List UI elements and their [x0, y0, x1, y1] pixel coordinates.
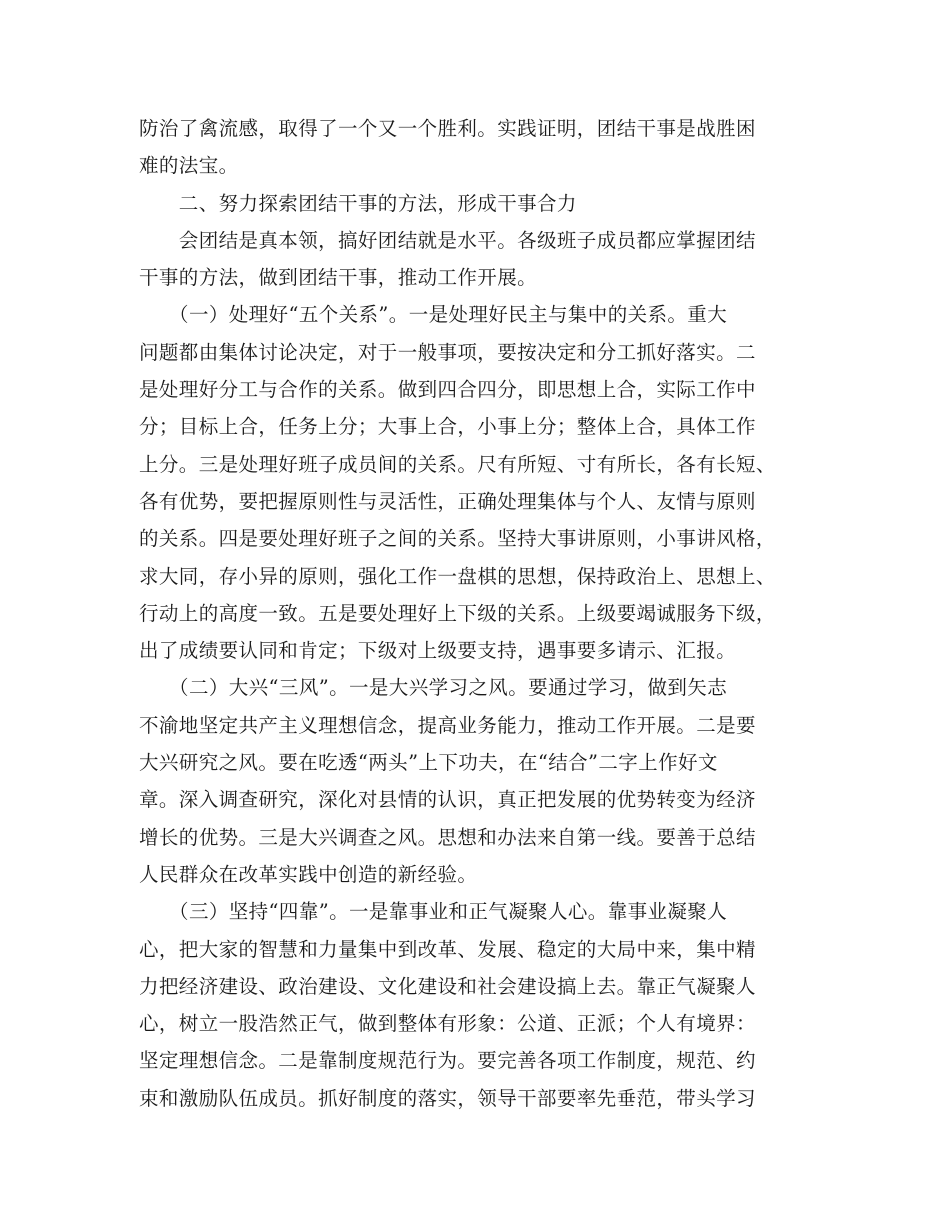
- text-line: 坚定理想信念。二是靠制度规范行为。要完善各项工作制度，规范、约: [139, 1049, 756, 1073]
- text-line: 心，树立一股浩然正气，做到整体有形象：公道、正派；个人有境界：: [139, 1012, 756, 1036]
- text-line: 出了成绩要认同和肯定；下级对上级要支持，遇事要多请示、汇报。: [139, 639, 737, 663]
- text-line: 心，把大家的智慧和力量集中到改革、发展、稳定的大局中来，集中精: [139, 937, 756, 961]
- text-line: 求大同，存小异的原则，强化工作一盘棋的思想，保持政治上、思想上、: [139, 564, 776, 588]
- text-line: 大兴研究之风。要在吃透“两头”上下功夫，在“结合”二字上作好文: [139, 751, 718, 775]
- document-body: [139, 110, 829, 1117]
- text-line: 束和激励队伍成员。抓好制度的落实，领导干部要率先垂范，带头学习: [139, 1086, 756, 1110]
- text-line: 力把经济建设、政治建设、文化建设和社会建设搞上去。靠正气凝聚人: [139, 974, 756, 998]
- text-line: 各有优势，要把握原则性与灵活性，正确处理集体与个人、友情与原则: [139, 489, 756, 513]
- text-line: 人民群众在改革实践中创造的新经验。: [139, 862, 478, 886]
- text-line: 防治了禽流感，取得了一个又一个胜利。实践证明，团结干事是战胜困: [139, 117, 756, 140]
- text-line: （二）大兴“三风”。一是大兴学习之风。要通过学习，做到矢志: [139, 676, 728, 700]
- text-line: 难的法宝。: [139, 154, 239, 178]
- text-line: 二、努力探索团结干事的方法，形成干事合力: [139, 191, 577, 215]
- text-line: 干事的方法，做到团结干事，推动工作开展。: [139, 266, 538, 290]
- text-line: 分；目标上合，任务上分；大事上合，小事上分；整体上合，具体工作: [139, 415, 756, 439]
- text-line: 增长的优势。三是大兴调查之风。思想和办法来自第一线。要善于总结: [139, 825, 756, 849]
- text-line: 行动上的高度一致。五是要处理好上下级的关系。上级要竭诚服务下级，: [139, 601, 776, 625]
- text-line: （一）处理好“五个关系”。一是处理好民主与集中的关系。重大: [139, 303, 728, 327]
- text-line: 是处理好分工与合作的关系。做到四合四分，即思想上合，实际工作中: [139, 378, 756, 402]
- text-line: （三）坚持“四靠”。一是靠事业和正气凝聚人心。靠事业凝聚人: [139, 900, 728, 924]
- text-line: 会团结是真本领，搞好团结就是水平。各级班子成员都应掌握团结: [139, 228, 756, 252]
- text-line: 上分。三是处理好班子成员间的关系。尺有所短、寸有所长，各有长短、: [139, 452, 776, 476]
- text-line: 的关系。四是要处理好班子之间的关系。坚持大事讲原则，小事讲风格，: [139, 527, 776, 551]
- text-line: 不渝地坚定共产主义理想信念，提高业务能力，推动工作开展。二是要: [139, 713, 756, 737]
- text-line: 章。深入调查研究，深化对县情的认识，真正把发展的优势转变为经济: [139, 788, 756, 812]
- text-line: 问题都由集体讨论决定，对于一般事项，要按决定和分工抓好落实。二: [139, 340, 756, 364]
